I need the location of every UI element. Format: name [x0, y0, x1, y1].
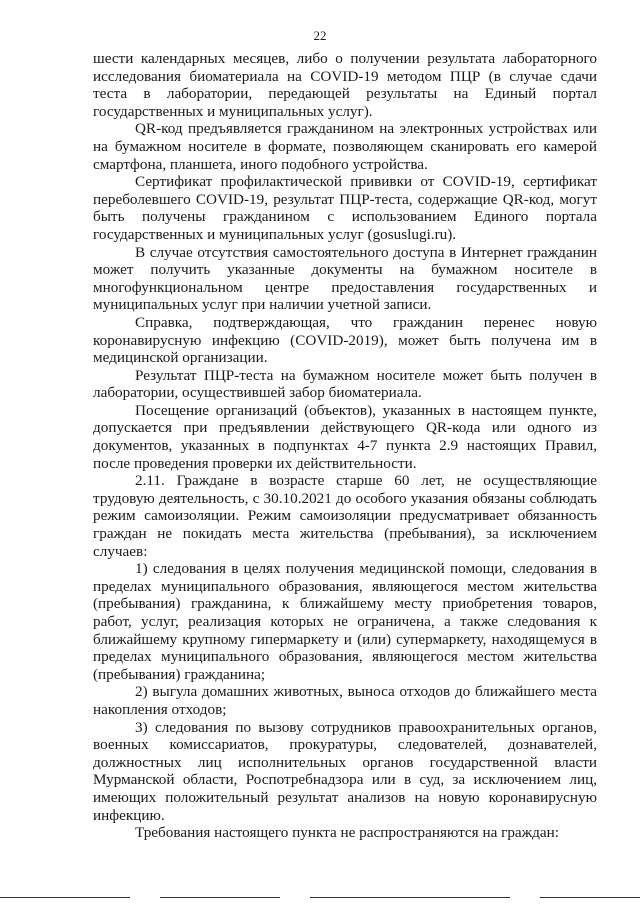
paragraph-mfc: В случае отсутствия самостоятельного доступа в Интернет гражданин может получить указанные документы на бумажном носителе в многофункциональном центре предоставления государственных и муниципальных услуг при наличии учетной записи. — [93, 243, 597, 314]
paragraph-visiting-organizations: Посещение организаций (объектов), указанных в настоящем пункте, допускается при предъявлении действующего QR-кода или одного из документов, указанных в подпунктах 4-7 пункта 2.9 настоящих Правил, после проведения проверки их действительности. — [93, 401, 597, 472]
list-item-3: 3) следования по вызову сотрудников правоохранительных органов, военных комиссариатов, прокуратуры, следователей, дознавателей, должностных лиц исполнительных органов государственной власти Мурманской области, Роспотребнадзора или в суд, за исключением лиц, имеющих положительный результат анализов на новую коронавирусную инфекцию. — [93, 718, 597, 824]
list-item-2: 2) выгула домашних животных, выноса отходов до ближайшего места накопления отходов; — [93, 683, 597, 718]
paragraph-exemptions: Требования настоящего пункта не распространяются на граждан: — [135, 824, 559, 842]
paragraph-continuation: шести календарных месяцев, либо о получении результата лабораторного исследования биоматериала на COVID-19 методом ПЦР (в случае сдачи теста в лаборатории, передающей результаты на Единый портал государственных и муниципальных услуг). — [93, 50, 597, 120]
paragraph-pcr-paper: Результат ПЦР-теста на бумажном носителе может быть получен в лаборатории, осуществившей забор биоматериала. — [93, 366, 597, 402]
paragraph-section-2-11: 2.11. Граждане в возрасте старше 60 лет, не осуществляющие трудовую деятельность, с 30.10.2021 до особого указания обязаны соблюдать режим самоизоляции. Режим самоизоляции предусматривает обязанность граждан не покидать места жительства (пребывания), за исключением случаев: — [93, 472, 597, 560]
paragraph-certificate: Сертификат профилактической прививки от COVID-19, сертификат переболевшего COVID-19, результат ПЦР-теста, содержащие QR-код, могут быть получены гражданином с использованием Единого портала государственных и муниципальных услуг (gosuslugi.ru). — [93, 173, 597, 243]
paragraph-qr-code: QR-код предъявляется гражданином на электронных устройствах или на бумажном носителе в формате, позволяющем сканировать его камерой смартфона, планшета, иного подобного устройства. — [93, 120, 597, 173]
document-body — [93, 50, 597, 842]
page-number: 22 — [313, 28, 327, 43]
list-item-1: 1) следования в целях получения медицинской помощи, следования в пределах муниципального образования, являющегося местом жительства (пребывания) гражданина, к ближайшему месту приобретения товаров, работ, услуг, реализация которых не ограничена, а также следования к ближайшему крупному гипермаркету и (или) супермаркету, находящемуся в пределах муниципального образования, являющегося местом жительства (пребывания) гражданина; — [93, 560, 597, 683]
paragraph-medical-reference: Справка, подтверждающая, что гражданин перенес новую коронавирусную инфекцию (COVID-2019), может быть получена им в медицинской организации. — [93, 313, 597, 367]
footer-divider — [0, 897, 640, 899]
